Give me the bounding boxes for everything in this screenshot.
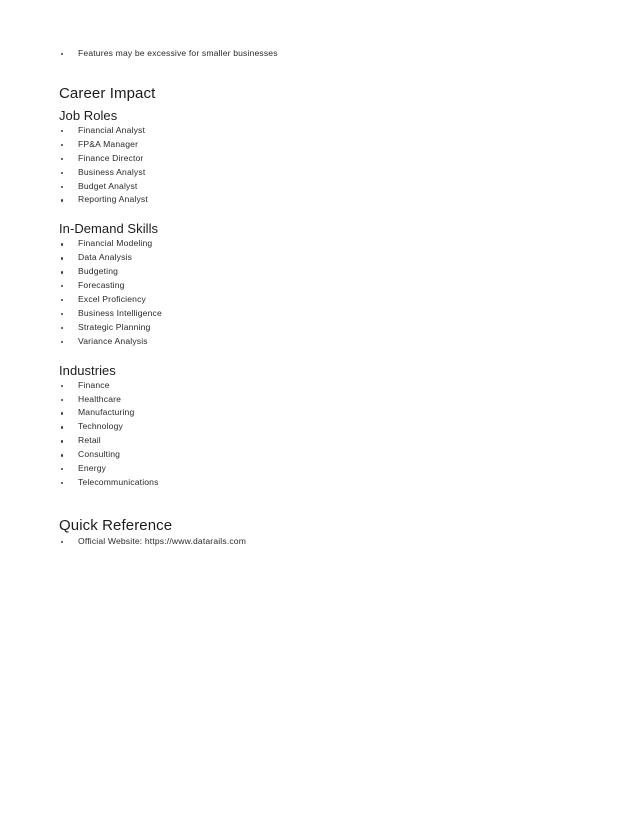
- list-item: Variance Analysis: [59, 335, 579, 349]
- section-heading-career-impact: Career Impact: [59, 84, 156, 102]
- list-item: FP&A Manager: [59, 138, 579, 152]
- list-item: Finance Director: [59, 152, 579, 166]
- list-item: Financial Modeling: [59, 237, 579, 251]
- spacer: [59, 207, 579, 220]
- list-item: Financial Analyst: [59, 124, 579, 138]
- list-item: Healthcare: [59, 393, 579, 407]
- list-item: Strategic Planning: [59, 321, 579, 335]
- list-item: Technology: [59, 420, 579, 434]
- list-item: Reporting Analyst: [59, 193, 579, 207]
- subsection-heading-in-demand-skills: In-Demand Skills: [59, 221, 159, 237]
- intro-bullet-list: [59, 47, 579, 61]
- list-item: Telecommunications: [59, 476, 579, 490]
- document-content: [59, 47, 579, 549]
- quick-reference-list: [59, 535, 579, 549]
- spacer: [59, 490, 579, 516]
- list-item: Budgeting: [59, 265, 579, 279]
- section-heading-quick-reference: Quick Reference: [59, 516, 173, 534]
- job-roles-list: [59, 124, 579, 207]
- list-item: Forecasting: [59, 279, 579, 293]
- list-item: Budget Analyst: [59, 180, 579, 194]
- list-item: Business Analyst: [59, 166, 579, 180]
- subsection-heading-job-roles: Job Roles: [59, 107, 118, 123]
- list-item: Excel Proficiency: [59, 293, 579, 307]
- spacer: [59, 349, 579, 362]
- list-item: Energy: [59, 462, 579, 476]
- list-item-official-website: Official Website: https://www.datarails.com: [59, 535, 579, 549]
- list-item: Features may be excessive for smaller businesses: [59, 47, 579, 61]
- list-item: Data Analysis: [59, 251, 579, 265]
- list-item: Finance: [59, 379, 579, 393]
- industries-list: [59, 379, 579, 490]
- list-item: Manufacturing: [59, 406, 579, 420]
- in-demand-skills-list: [59, 237, 579, 348]
- subsection-heading-industries: Industries: [59, 362, 116, 378]
- list-item: Consulting: [59, 448, 579, 462]
- spacer: [59, 61, 579, 84]
- list-item: Retail: [59, 434, 579, 448]
- list-item: Business Intelligence: [59, 307, 579, 321]
